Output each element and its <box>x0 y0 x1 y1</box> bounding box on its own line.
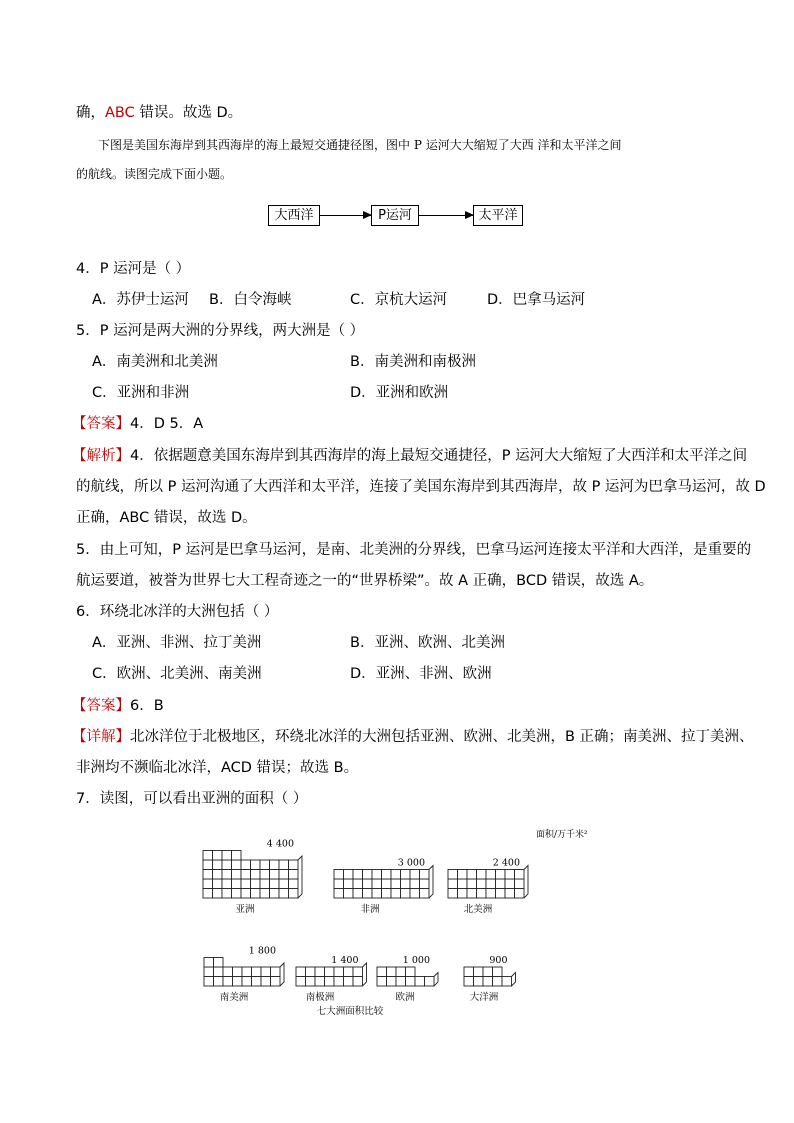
area-cell <box>425 977 435 987</box>
area-cell <box>391 889 401 899</box>
area-cell <box>474 977 484 987</box>
area-cell <box>496 889 506 899</box>
area-cell <box>251 870 261 880</box>
area-cell <box>213 879 223 889</box>
area-cell <box>260 860 270 870</box>
area-cell <box>271 967 281 977</box>
category-label: 欧洲 <box>395 992 415 1003</box>
bar-side-edge <box>298 856 302 898</box>
q5-option-c[interactable]: C．亚洲和非洲 <box>92 385 190 401</box>
area-cell <box>483 977 493 987</box>
area-cell <box>448 870 458 880</box>
area-cell <box>382 870 392 880</box>
detail-6-line-2: 非洲均不濒临北冰洋，ACD 错误；故选 B。 <box>76 760 359 776</box>
area-cell <box>289 860 299 870</box>
area-cell <box>241 889 251 899</box>
area-cell <box>505 870 515 880</box>
area-cell <box>372 879 382 889</box>
area-cell <box>270 870 280 880</box>
continent-bar <box>296 967 363 986</box>
area-cell <box>377 977 387 987</box>
bar-value-label: 2 400 <box>492 857 520 869</box>
area-cell <box>515 889 525 899</box>
area-cell <box>344 977 354 987</box>
area-cell <box>279 889 289 899</box>
area-cell <box>363 870 373 880</box>
area-cell <box>222 860 232 870</box>
area-cell <box>203 851 213 861</box>
area-cell <box>251 889 261 899</box>
q6-stem: 6．环绕北冰洋的大洲包括（ ） <box>76 604 279 620</box>
area-cell <box>391 879 401 889</box>
area-cell <box>505 889 515 899</box>
area-cell <box>477 870 487 880</box>
area-cell <box>252 967 262 977</box>
area-cell <box>203 879 213 889</box>
area-cell <box>315 977 325 987</box>
area-cell <box>241 860 251 870</box>
q6-option-a[interactable]: A．亚洲、非洲、拉丁美洲 <box>92 635 262 651</box>
area-cell <box>233 967 243 977</box>
area-cell <box>410 889 420 899</box>
q5-option-a[interactable]: A．南美洲和北美洲 <box>92 354 218 370</box>
area-cell <box>204 977 214 987</box>
area-cell <box>382 879 392 889</box>
q4-option-a[interactable]: A．苏伊士运河 <box>92 292 189 308</box>
area-cell <box>415 977 425 987</box>
area-cell <box>279 870 289 880</box>
area-cell <box>387 967 397 977</box>
area-cell <box>334 889 344 899</box>
area-cell <box>260 870 270 880</box>
area-cell <box>306 967 316 977</box>
q4-option-d[interactable]: D．巴拿马运河 <box>487 292 586 308</box>
area-cell <box>396 977 406 987</box>
area-cell <box>502 977 512 987</box>
area-cell <box>486 889 496 899</box>
area-cell <box>279 879 289 889</box>
area-cell <box>203 870 213 880</box>
area-cell <box>353 870 363 880</box>
area-cell <box>242 977 252 987</box>
bar-side-edge <box>512 973 516 987</box>
q5-option-b[interactable]: B．南美洲和南极洲 <box>350 354 476 370</box>
continent-bar <box>464 967 512 986</box>
bar-value-label: 1 800 <box>248 945 276 957</box>
area-cell <box>496 870 506 880</box>
explanation-4-5-line-5: 航运要道，被誉为世界七大工程奇迹之一的“世界桥梁”。故 A 正确，BCD 错误，故选 A。 <box>76 573 654 589</box>
category-label: 非洲 <box>360 904 380 915</box>
bar-value-label: 4 400 <box>266 838 294 850</box>
area-cell <box>372 870 382 880</box>
answer-4-5: 【答案】4．D 5．A <box>72 416 204 432</box>
answer-6: 【答案】6．B <box>72 698 164 714</box>
category-label: 北美洲 <box>463 904 493 915</box>
area-cell <box>251 860 261 870</box>
q4-option-b[interactable]: B．白令海峡 <box>209 292 292 308</box>
q4-stem: 4．P 运河是（ ） <box>76 261 191 277</box>
area-cell <box>493 977 503 987</box>
area-cell <box>334 870 344 880</box>
continent-bar <box>377 967 434 986</box>
area-cell <box>241 879 251 889</box>
area-cell <box>406 977 416 987</box>
area-cell <box>315 967 325 977</box>
area-cell <box>353 879 363 889</box>
area-cell <box>515 879 525 889</box>
area-cell <box>232 860 242 870</box>
area-cell <box>214 977 224 987</box>
area-cell <box>251 879 261 889</box>
area-cell <box>214 958 224 968</box>
area-cell <box>325 977 335 987</box>
area-cell <box>214 967 224 977</box>
area-cell <box>377 967 387 977</box>
area-cell <box>401 870 411 880</box>
category-label: 大洋洲 <box>469 992 499 1003</box>
area-cell <box>289 879 299 889</box>
area-cell <box>296 977 306 987</box>
q4-option-c[interactable]: C．京杭大运河 <box>350 292 448 308</box>
area-cell <box>401 889 411 899</box>
area-cell <box>467 870 477 880</box>
area-cell <box>222 889 232 899</box>
area-cell <box>486 879 496 889</box>
area-cell <box>420 879 430 889</box>
area-cell <box>458 879 468 889</box>
area-cell <box>372 889 382 899</box>
area-cell <box>387 977 397 987</box>
area-cell <box>410 879 420 889</box>
area-cell <box>203 860 213 870</box>
area-cell <box>363 879 373 889</box>
area-cell <box>363 889 373 899</box>
continent-bar <box>448 870 524 899</box>
area-cell <box>222 870 232 880</box>
area-cell <box>242 967 252 977</box>
area-cell <box>458 870 468 880</box>
area-cell <box>505 879 515 889</box>
area-cell <box>493 967 503 977</box>
area-cell <box>232 879 242 889</box>
flow-box-canal: P运河 <box>371 205 419 226</box>
bar-value-label: 1 000 <box>402 955 430 966</box>
area-cell <box>260 889 270 899</box>
intro-line-1: 下图是美国东海岸到其西海岸的海上最短交通捷径图，图中 P 运河大大缩短了大西 洋和太平洋之间 <box>98 138 622 152</box>
bar-value-label: 3 000 <box>397 857 425 869</box>
area-cell <box>344 879 354 889</box>
area-cell <box>353 967 363 977</box>
bar-value-label: 900 <box>489 955 508 966</box>
category-label: 南极洲 <box>305 992 335 1003</box>
area-cell <box>223 977 233 987</box>
area-cell <box>458 889 468 899</box>
area-cell <box>486 870 496 880</box>
explanation-4-5-line-4: 5．由上可知，P 运河是巴拿马运河，是南、北美洲的分界线，巴拿马运河连接太平洋和大西洋，是重要的 <box>76 542 752 558</box>
area-cell <box>420 889 430 899</box>
area-cell <box>232 889 242 899</box>
bar-value-label: 1 400 <box>331 955 359 966</box>
area-cell <box>464 977 474 987</box>
detail-6-line-1: 【详解】北冰洋位于北极地区，环绕北冰洋的大洲包括亚洲、欧洲、北美洲，B 正确；南美洲、拉丁美洲、 <box>72 729 754 745</box>
area-cell <box>270 879 280 889</box>
area-cell <box>289 870 299 880</box>
area-cell <box>213 860 223 870</box>
bar-side-edge <box>524 866 528 899</box>
area-cell <box>496 879 506 889</box>
area-cell <box>391 870 401 880</box>
category-label: 亚洲 <box>235 904 255 915</box>
area-cell <box>233 977 243 987</box>
area-cell <box>204 967 214 977</box>
area-cell <box>213 889 223 899</box>
area-cell <box>213 870 223 880</box>
area-cell <box>353 977 363 987</box>
chart-title: 七大洲面积比较 <box>316 1006 384 1017</box>
q6-option-b[interactable]: B．亚洲、欧洲、北美洲 <box>350 635 505 651</box>
continued-answer-line: 确，ABC 错误。故选 D。 <box>76 105 243 121</box>
bar-side-edge <box>280 963 284 986</box>
area-cell <box>232 851 242 861</box>
area-cell <box>464 967 474 977</box>
area-cell <box>261 967 271 977</box>
area-cell <box>279 860 289 870</box>
q7-stem: 7．读图，可以看出亚洲的面积（ ） <box>76 791 308 807</box>
flow-box-atlantic: 大西洋 <box>268 205 320 226</box>
area-cell <box>396 967 406 977</box>
area-cell <box>289 889 299 899</box>
area-cell <box>477 889 487 899</box>
area-cell <box>232 870 242 880</box>
area-cell <box>252 977 262 987</box>
area-cell <box>448 889 458 899</box>
area-cell <box>334 967 344 977</box>
area-cell <box>420 870 430 880</box>
bar-side-edge <box>434 973 438 987</box>
q5-option-d[interactable]: D．亚洲和欧洲 <box>350 385 449 401</box>
area-cell <box>223 967 233 977</box>
flow-box-pacific: 太平洋 <box>473 205 523 226</box>
area-cell <box>344 967 354 977</box>
area-cell <box>222 879 232 889</box>
area-cell <box>222 851 232 861</box>
continent-bar <box>204 958 280 987</box>
area-cell <box>334 879 344 889</box>
area-cell <box>204 958 214 968</box>
area-cell <box>306 977 316 987</box>
area-cell <box>261 977 271 987</box>
area-cell <box>260 879 270 889</box>
area-cell <box>353 889 363 899</box>
area-cell <box>241 870 251 880</box>
q5-stem: 5．P 运河是两大洲的分界线，两大洲是（ ） <box>76 323 365 339</box>
area-cell <box>410 870 420 880</box>
area-cell <box>270 889 280 899</box>
explanation-4-5-line-1: 【解析】4．依据题意美国东海岸到其西海岸的海上最短交通捷径，P 运河大大缩短了大西洋和太平洋之间 <box>72 448 748 464</box>
explanation-4-5-line-2: 的航线，所以 P 运河沟通了大西洋和太平洋，连接了美国东海岸到其西海岸，故 P 运河为巴拿马运河，故 D <box>76 479 766 495</box>
continent-bar <box>334 870 429 899</box>
area-cell <box>483 967 493 977</box>
area-cell <box>515 870 525 880</box>
unit-label: 面积/万千米² <box>536 830 588 840</box>
area-cell <box>401 879 411 889</box>
area-cell <box>448 879 458 889</box>
continent-bar <box>203 851 298 899</box>
area-cell <box>344 889 354 899</box>
area-cell <box>382 889 392 899</box>
area-cell <box>474 967 484 977</box>
area-cell <box>213 851 223 861</box>
area-cell <box>467 889 477 899</box>
area-cell <box>406 967 416 977</box>
area-cell <box>271 977 281 987</box>
area-cell <box>270 860 280 870</box>
area-cell <box>344 870 354 880</box>
area-cell <box>467 879 477 889</box>
q6-option-c[interactable]: C．欧洲、北美洲、南美洲 <box>92 666 262 682</box>
area-cell <box>203 889 213 899</box>
bar-side-edge <box>429 866 433 899</box>
area-cell <box>334 977 344 987</box>
area-cell <box>325 967 335 977</box>
bar-side-edge <box>363 963 367 986</box>
area-cell <box>296 967 306 977</box>
q6-option-d[interactable]: D．亚洲、非洲、欧洲 <box>350 666 492 682</box>
explanation-4-5-line-3: 正确，ABC 错误，故选 D。 <box>76 510 257 526</box>
area-cell <box>477 879 487 889</box>
intro-line-2: 的航线。读图完成下面小题。 <box>76 167 233 181</box>
category-label: 南美洲 <box>219 992 249 1003</box>
